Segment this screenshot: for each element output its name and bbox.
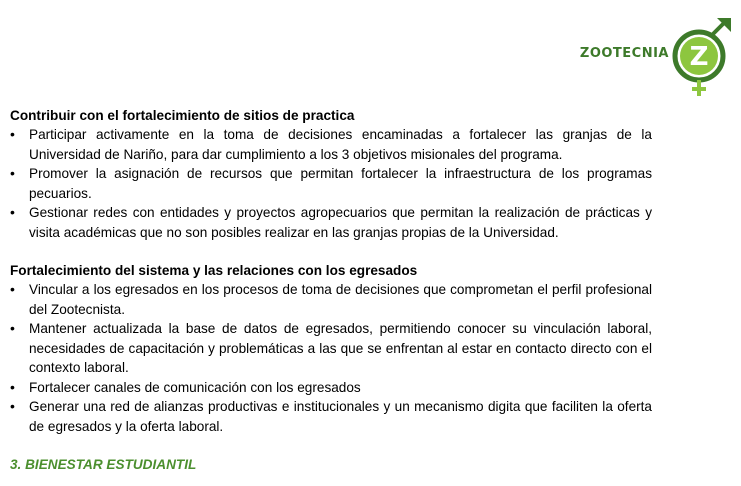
zootecnia-emblem-icon: [671, 18, 735, 98]
section-title-bienestar: 3. BIENESTAR ESTUDIANTIL: [10, 457, 197, 472]
list-item: • Promover la asignación de recursos que permitan fortalecer la infraestructura de los programas pecuarios.: [10, 164, 652, 203]
list-item: • Mantener actualizada la base de datos de egresados, permitiendo conocer su vinculación laboral, necesidades de capacitación y problemáticas a las que se enfrentan al estar en contacto directo con el contexto laboral.: [10, 319, 652, 378]
bullet-list: [10, 280, 652, 436]
logo-letter: Z: [689, 42, 709, 72]
list-item: • Generar una red de alianzas productivas e institucionales y un mecanismo digita que faciliten la oferta de egresados y la oferta laboral.: [10, 397, 652, 436]
section-heading: Fortalecimiento del sistema y las relaciones con los egresados: [10, 263, 418, 278]
logo-text: ZOOTECNIA: [579, 46, 669, 61]
section-heading: Contribuir con el fortalecimiento de sitios de practica: [10, 108, 355, 123]
bullet-list: [10, 125, 652, 242]
list-item: • Participar activamente en la toma de decisiones encaminadas a fortalecer las granjas de la Universidad de Nariño, para dar cumplimiento a los 3 objetivos misionales del programa.: [10, 125, 652, 164]
list-item: • Gestionar redes con entidades y proyectos agropecuarios que permitan la realización de prácticas y visita académicas que no son posibles realizar en las granjas propias de la Universidad.: [10, 203, 652, 242]
list-item: • Fortalecer canales de comunicación con los egresados: [10, 378, 652, 398]
document-body: [10, 106, 652, 474]
zootecnia-logo: [505, 18, 735, 98]
list-item: • Vincular a los egresados en los procesos de toma de decisiones que comprometan el perfil profesional del Zootecnista.: [10, 280, 652, 319]
